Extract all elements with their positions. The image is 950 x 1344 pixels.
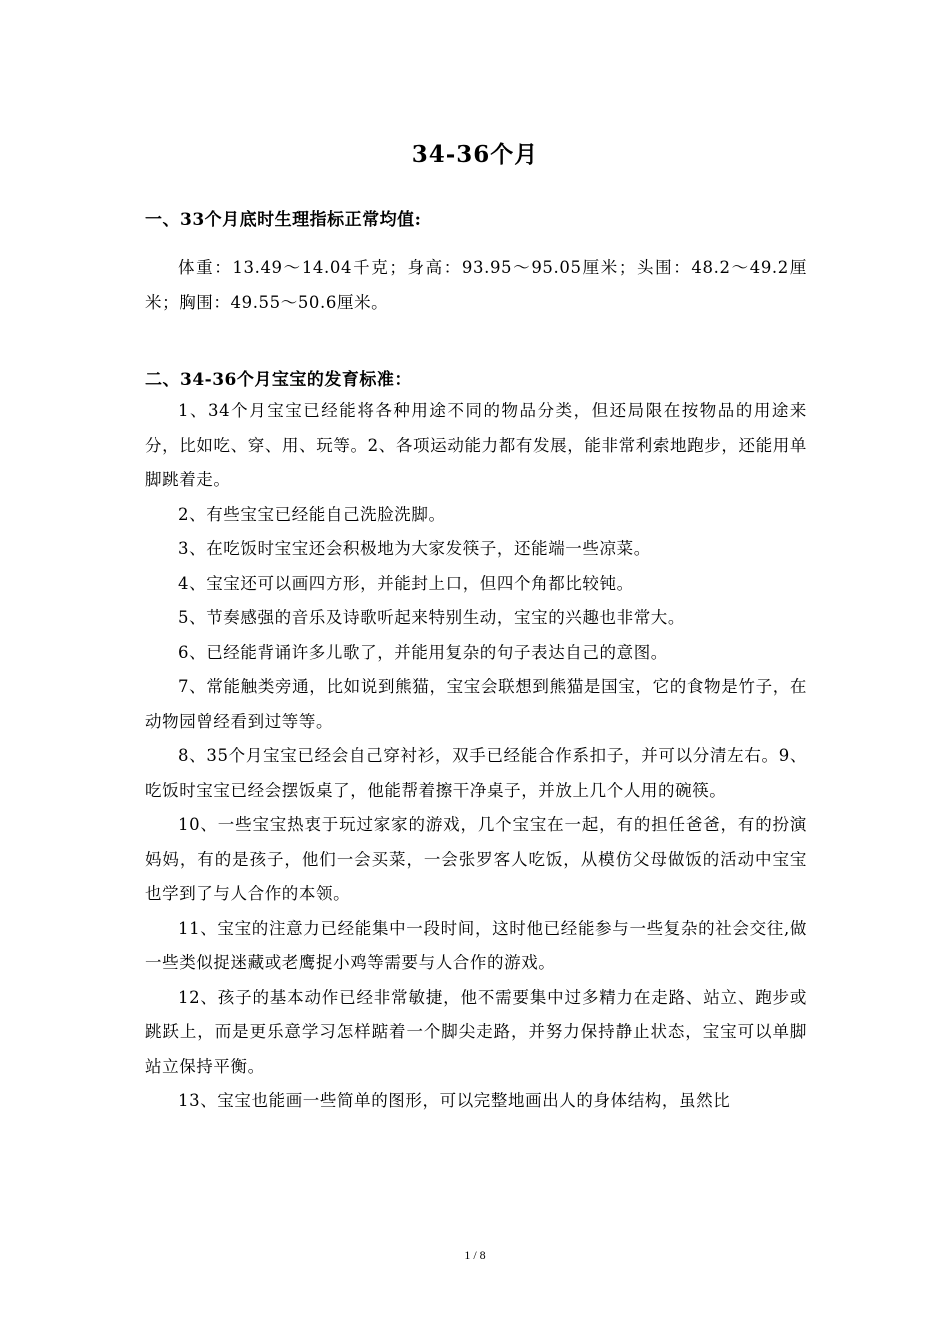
list-item: 4、宝宝还可以画四方形，并能封上口，但四个角都比较钝。	[178, 573, 634, 593]
page-number: 1 / 8	[464, 1248, 486, 1262]
physiology-metrics-paragraph: 体重：13.49～14.04千克；身高：93.95～95.05厘米；头围：48.2～49.2厘米；胸围：49.55～50.6厘米。	[145, 258, 807, 312]
list-item: 13、宝宝也能画一些简单的图形，可以完整地画出人的身体结构，虽然比	[178, 1091, 731, 1110]
list-item: 1、34个月宝宝已经能将各种用途不同的物品分类，但还局限在按物品的用途来分，比如吃、穿、用、玩等。2、各项运动能力都有发展，能非常利索地跑步，还能用单脚跳着走。	[145, 401, 807, 489]
list-item: 11、宝宝的注意力已经能集中一段时间，这时他已经能参与一些复杂的社会交往,做一些类似捉迷藏或老鹰捉小鸡等需要与人合作的游戏。	[145, 918, 807, 972]
list-item: 8、35个月宝宝已经会自己穿衬衫，双手已经能合作系扣子，并可以分清左右。9、吃饭时宝宝已经会摆饭桌了，他能帮着擦干净桌子，并放上几个人用的碗筷。	[145, 746, 807, 800]
list-item: 2、有些宝宝已经能自己洗脸洗脚。	[178, 504, 446, 524]
list-item: 5、节奏感强的音乐及诗歌听起来特别生动，宝宝的兴趣也非常大。	[178, 608, 685, 627]
section-heading-physiology: 一、33个月底时生理指标正常均值:	[145, 210, 422, 230]
list-item: 6、已经能背诵许多儿歌了，并能用复杂的句子表达自己的意图。	[178, 642, 668, 662]
list-item: 3、在吃饭时宝宝还会积极地为大家发筷子，还能端一些凉菜。	[178, 539, 651, 558]
list-item: 7、常能触类旁通，比如说到熊猫，宝宝会联想到熊猫是国宝，它的食物是竹子，在动物园曾经看到过等等。	[145, 677, 807, 731]
development-list	[145, 394, 807, 1119]
page-title: 34-36个月	[411, 141, 539, 168]
list-item: 10、一些宝宝热衷于玩过家家的游戏，几个宝宝在一起，有的担任爸爸，有的扮演妈妈，有的是孩子，他们一会买菜，一会张罗客人吃饭，从模仿父母做饭的活动中宝宝也学到了与人合作的本领。	[145, 815, 807, 903]
section-heading-development: 二、34-36个月宝宝的发育标准：	[145, 370, 412, 390]
list-item: 12、孩子的基本动作已经非常敏捷，他不需要集中过多精力在走路、站立、跑步或跳跃上，而是更乐意学习怎样踮着一个脚尖走路，并努力保持静止状态，宝宝可以单脚站立保持平衡。	[145, 987, 807, 1076]
